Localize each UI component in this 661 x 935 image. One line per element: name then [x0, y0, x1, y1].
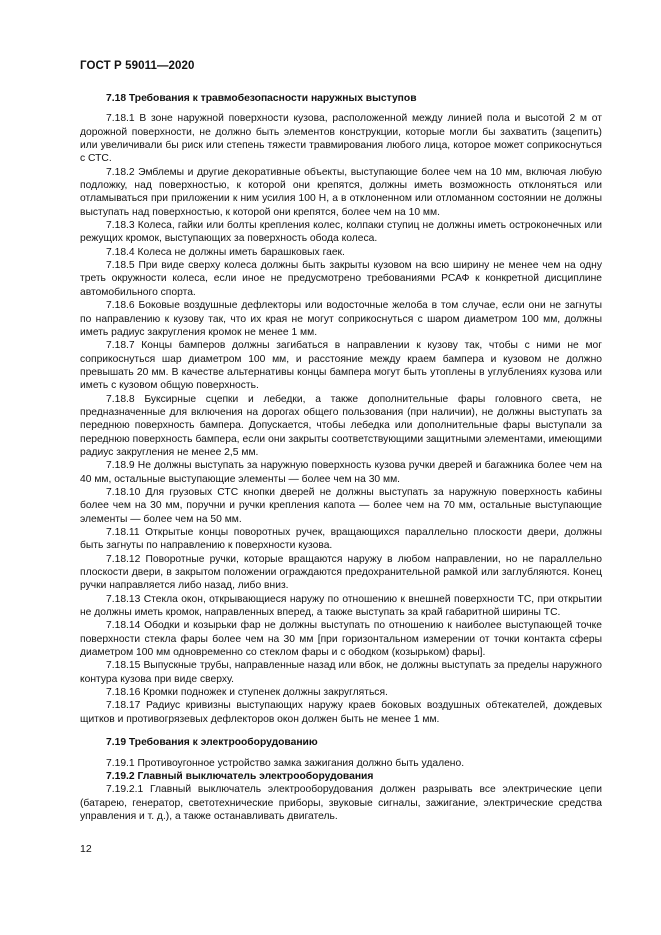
paragraph-7-18-16: 7.18.16 Кромки подножек и ступенек должны закругляться. — [106, 687, 388, 699]
paragraph-7-18-1: 7.18.1 В зоне наружной поверхности кузова, расположенной между линией пола и высотой 2 м от дорожной поверхности, не должно быть элементов конструкции, которые могли бы захватить (зацепить) или увеличивали бы риск или степень тяжести травмирования любого лица, которое может соприкоснуться с СТС. — [80, 113, 602, 165]
paragraph-7-18-8: 7.18.8 Буксирные сцепки и лебедки, а также дополнительные фары головного света, не предназначенные для включения на дорогах общего пользования (при наличии), не должны выступать за переднюю поверхность бампера. Допускается, чтобы лебедка или дополнительные фары выступали за переднюю поверхность бампера, если они закрыты соответствующими защитными элементами, имеющими радиус закругления не менее 2,5 мм. — [80, 393, 602, 458]
document-body — [80, 92, 602, 823]
section-spacer — [80, 726, 602, 736]
paragraph-7-18-3: 7.18.3 Колеса, гайки или болты крепления колес, колпаки ступиц не должны иметь остроконечных или режущих кромок, выступающих за поверхность обода колеса. — [80, 220, 602, 245]
section-heading-7-19: 7.19 Требования к электрооборудованию — [106, 737, 318, 749]
paragraph-7-18-10: 7.18.10 Для грузовых СТС кнопки дверей не должны выступать за наружную поверхность кабины более чем на 30 мм, поручни и ручки крепления капота — более чем на 70 мм, остальные выступающие элементы — более чем на 50 мм. — [80, 486, 602, 525]
paragraph-7-18-14: 7.18.14 Ободки и козырьки фар не должны выступать по отношению к наиболее выступающей точке поверхности стекла фары более чем на 30 мм [при горизонтальном измерении от точки контакта сферы диаметром 100 мм одновременно со стеклом фары и с ободком (козырьком) фары]. — [80, 620, 602, 659]
paragraph-7-18-7: 7.18.7 Концы бамперов должны загибаться в направлении к кузову так, чтобы с ними не мог соприкоснуться шар диаметром 100 мм, и расстояние между краем бампера и кузовом не должно превышать 20 мм. В качестве альтернативы концы бампера могут быть утоплены в углублениях кузова или иметь с кузовом общую поверхность. — [80, 340, 602, 392]
subsection-heading-7-19-2: 7.19.2 Главный выключатель электрооборудования — [106, 770, 374, 782]
paragraph-7-19-1: 7.19.1 Противоугонное устройство замка зажигания должно быть удалено. — [106, 757, 465, 769]
paragraph-7-19-2-1: 7.19.2.1 Главный выключатель электрооборудования должен разрывать все электрические цепи (батарею, генератор, светотехнические приборы, звуковые сигналы, зажигание, электрические средства управления и т. д.), а также останавливать двигатель. — [80, 784, 602, 822]
paragraph-7-18-6: 7.18.6 Боковые воздушные дефлекторы или водосточные желоба в том случае, если они не загнуты по направлению к кузову так, что их края не могут соприкоснуться с шаром диаметром 100 мм, должны иметь радиус закругления кромок не менее 1 мм. — [80, 300, 602, 338]
paragraph-7-18-17: 7.18.17 Радиус кривизны выступающих наружу краев боковых воздушных обтекателей, дождевых щитков и противогрязевых дефлекторов окон должен быть не менее 1 мм. — [80, 700, 602, 725]
paragraph-7-18-2: 7.18.2 Эмблемы и другие декоративные объекты, выступающие более чем на 10 мм, включая любую подложку, над поверхностью, к которой они крепятся, должны иметь возможность отклоняться или отламываться при приложении к ним усилия 100 Н, а в отклоненном или отломанном состоянии не должны выступать над поверхностью, к которой они крепятся, более чем на 10 мм. — [80, 166, 602, 218]
paragraph-7-18-9: 7.18.9 Не должны выступать за наружную поверхность кузова ручки дверей и багажника более чем на 40 мм, остальные выступающие элементы — более чем на 30 мм. — [80, 460, 602, 485]
paragraph-7-18-13: 7.18.13 Стекла окон, открывающиеся наружу по отношению к внешней поверхности ТС, при открытии не должны иметь кромок, направленных вперед, а также выступать за край габаритной ширины ТС. — [80, 593, 602, 619]
paragraph-7-18-12: 7.18.12 Поворотные ручки, которые вращаются наружу в любом направлении, но не параллельно плоскости двери, в закрытом положении ограждаются предохранительной рамкой или заглубляются. Конец ручки направляется либо назад, либо вниз. — [80, 553, 602, 592]
section-heading-7-18: 7.18 Требования к травмобезопасности наружных выступов — [106, 93, 417, 104]
page-number: 12 — [80, 843, 92, 855]
paragraph-7-18-15: 7.18.15 Выпускные трубы, направленные назад или вбок, не должны выступать за пределы наружного контура кузова при виде сверху. — [80, 660, 602, 685]
page-header: ГОСТ Р 59011—2020 — [80, 60, 195, 72]
paragraph-7-18-5: 7.18.5 При виде сверху колеса должны быть закрыты кузовом на всю ширину не менее чем на одну треть окружности колеса, если иное не предусмотрено требованиями РСАФ к конкретной дисциплине автомобильного спорта. — [80, 260, 602, 298]
paragraph-7-18-11: 7.18.11 Открытые концы поворотных ручек, вращающихся параллельно плоскости двери, должны быть загнуты по направлению к поверхности кузова. — [80, 527, 602, 552]
paragraph-7-18-4: 7.18.4 Колеса не должны иметь барашковых гаек. — [106, 246, 345, 258]
